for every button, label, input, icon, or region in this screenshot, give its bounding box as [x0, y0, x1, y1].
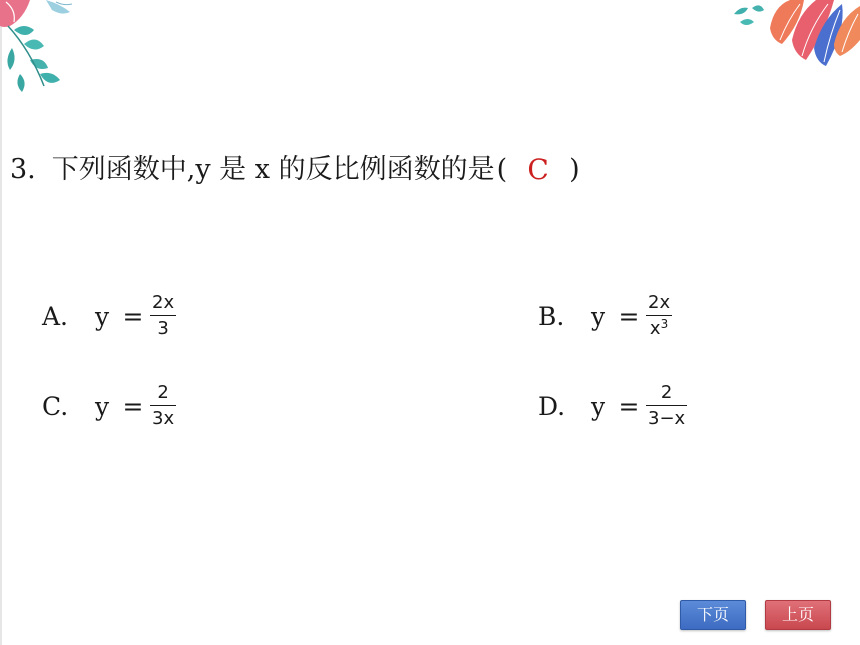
question-text: 下列函数中,y 是 x 的反比例函数的是 — [51, 154, 495, 185]
option-c — [42, 376, 176, 436]
fraction-bar — [150, 405, 176, 407]
option-letter: A. — [42, 301, 69, 331]
fraction-denominator: 3 — [157, 318, 169, 340]
answer-paren-open: ( — [496, 154, 508, 185]
left-edge-rule — [0, 0, 2, 645]
answer-paren-close: ) — [569, 154, 580, 185]
question-stem — [10, 150, 580, 190]
question-number: 3. — [10, 154, 36, 185]
option-letter: D. — [538, 391, 566, 421]
fraction-denominator: $x^3$ — [649, 317, 669, 340]
previous-page-button[interactable]: 上页 — [765, 600, 831, 630]
next-page-button[interactable]: 下页 — [680, 600, 746, 630]
option-b — [538, 286, 672, 346]
option-letter: B. — [538, 301, 565, 331]
fraction-bar — [150, 315, 176, 317]
fraction-numerator: 2 — [660, 381, 673, 403]
option-fraction — [646, 382, 687, 431]
fraction-bar — [646, 405, 687, 407]
fraction-denominator: 3−x — [648, 408, 686, 430]
option-letter: C. — [42, 391, 69, 421]
option-variable: y — [94, 391, 110, 421]
equals-sign: = — [122, 391, 144, 421]
fraction-numerator: 2 — [157, 381, 169, 403]
fraction-bar — [646, 315, 672, 317]
equals-sign: = — [618, 391, 640, 421]
floral-decoration-top-right — [730, 0, 860, 70]
option-fraction — [646, 292, 672, 341]
fraction-denominator: 3x — [152, 408, 175, 430]
option-variable: y — [94, 301, 110, 331]
option-fraction — [150, 382, 176, 431]
option-a — [42, 286, 176, 346]
option-fraction — [150, 292, 176, 341]
option-variable: y — [590, 391, 606, 421]
equals-sign: = — [618, 301, 640, 331]
floral-decoration-top-left — [0, 0, 80, 95]
option-d — [538, 376, 687, 436]
answer-choice: C — [527, 153, 549, 186]
equals-sign: = — [122, 301, 144, 331]
denominator-exponent: 3 — [660, 317, 669, 332]
option-variable: y — [590, 301, 606, 331]
fraction-numerator: 2x — [152, 291, 175, 313]
fraction-numerator: 2x — [648, 291, 671, 313]
